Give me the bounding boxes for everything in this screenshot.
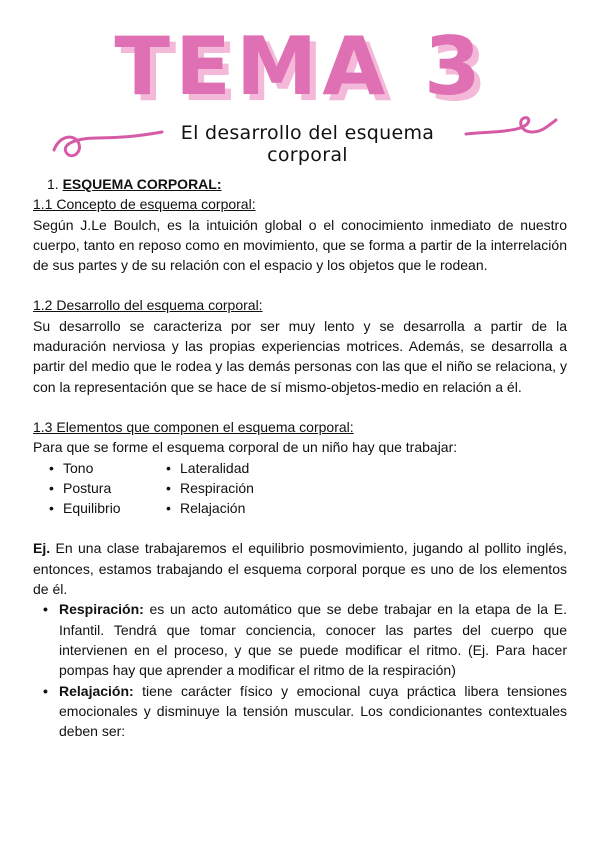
- left-swirl-icon: [50, 114, 165, 164]
- bullet-icon: •: [43, 682, 48, 699]
- title-banner: [0, 22, 600, 112]
- bullet-term: Respiración:: [59, 601, 144, 618]
- bullet-term: Relajación:: [59, 682, 134, 699]
- example-text: En una clase trabajaremos el equilibrio posmovimiento, jugando al pollito inglés, entonces, estamos trabajando el esquema corporal porque es uno de los elementos de él.: [33, 540, 567, 598]
- subsection-heading-1-3: 1.3 Elementos que componen el esquema corporal:: [33, 418, 354, 435]
- bullet-text: tiene carácter físico y emocional cuya práctica libera tensiones emocionales y disminuye la tensión muscular. Los condicionantes contextuales deben ser:: [59, 682, 567, 740]
- document-body: [33, 174, 567, 741]
- paragraph-elementos-intro: Para que se forme el esquema corporal de un niño hay que trabajar:: [33, 439, 458, 456]
- list-item: • Postura: [49, 478, 166, 498]
- list-item-relajacion: [43, 681, 567, 742]
- bullet-text: es un acto automático que se debe trabajar en la etapa de la E. Infantil. Tendrá que tomar conciencia, conocer las partes del cuerpo que intervienen en el proceso, y que se puede modificar el ritmo. (Ej. Para hacer pompas hay que aprender a modificar el ritmo de la respiración): [59, 601, 567, 679]
- section-number: 1.: [47, 176, 59, 192]
- bullet-icon: •: [43, 601, 48, 618]
- bullet-icon: •: [166, 459, 171, 476]
- section-title: ESQUEMA CORPORAL:: [62, 176, 222, 192]
- subsection-heading-1-2: 1.2 Desarrollo del esquema corporal:: [33, 297, 263, 314]
- elements-column-1: [49, 458, 166, 519]
- bullet-icon: •: [166, 500, 171, 517]
- right-swirl-icon: [462, 114, 562, 164]
- list-item: • Lateralidad: [166, 458, 283, 478]
- bullet-icon: •: [49, 459, 54, 476]
- list-item: • Respiración: [166, 478, 283, 498]
- subsection-heading-1-1: 1.1 Concepto de esquema corporal:: [33, 196, 256, 213]
- bullet-icon: •: [49, 479, 54, 496]
- elements-column-2: [166, 458, 283, 519]
- list-item-respiracion: [43, 599, 567, 680]
- paragraph-concepto: Según J.Le Boulch, es la intuición global o el conocimiento inmediato de nuestro cuerpo, tanto en reposo como en movimiento, que se forma a partir de la interrelación de sus partes y de su relación con el espacio y los objetos que le rodean.: [33, 216, 567, 274]
- list-item: • Equilibrio: [49, 498, 166, 518]
- bullet-icon: •: [49, 500, 54, 517]
- bullet-icon: •: [166, 479, 171, 496]
- example-label: Ej.: [33, 540, 51, 557]
- bullet-list: [43, 599, 567, 741]
- paragraph-desarrollo: Su desarrollo se caracteriza por ser muy lento y se desarrolla a partir de la maduración nerviosa y las propias experiencias motrices. Además, se desarrolla a partir del medio que le rodea y las demás personas con las que el niño se relaciona, y con la representación que se hace de sí mismo-objetos-medio en relación a él.: [33, 317, 567, 395]
- elements-list: [49, 458, 567, 519]
- page-subtitle: El desarrollo del esquema corporal: [180, 122, 435, 166]
- page-title: TEMA 3: [114, 20, 486, 113]
- list-item: • Relajación: [166, 498, 283, 518]
- subtitle-row: [0, 114, 600, 164]
- section-heading: [33, 174, 567, 194]
- list-item: • Tono: [49, 458, 166, 478]
- paragraph-example: [33, 538, 567, 599]
